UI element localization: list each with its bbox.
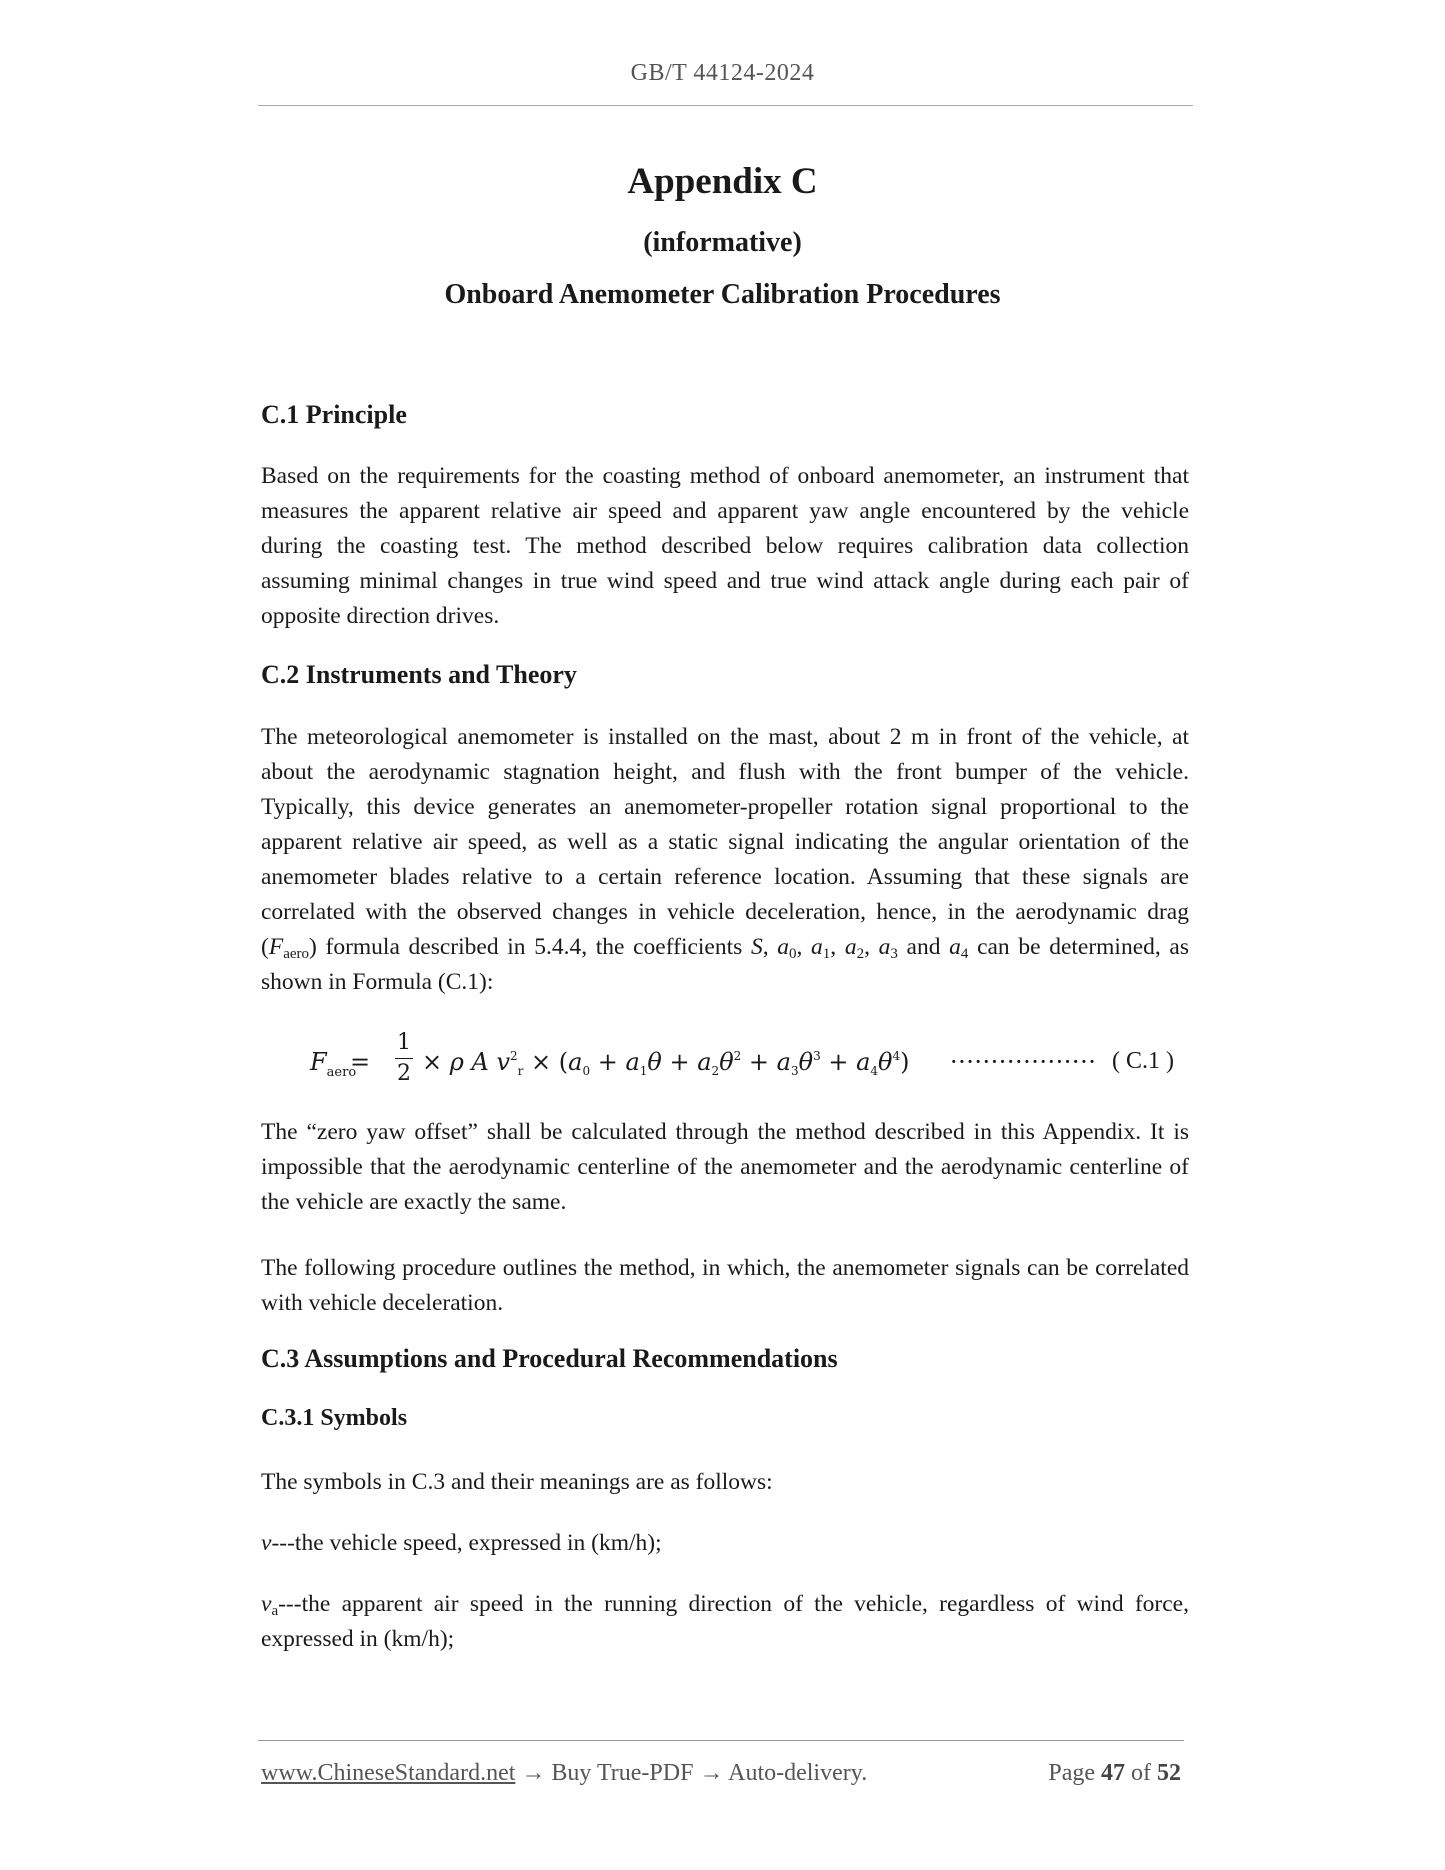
symbol-va: $v_a--$-the apparent air speed in the running direction of the vehicle, regardless of wind force, expressed in (km/h); bbox=[261, 1591, 1189, 1652]
formula-c1 bbox=[310, 1030, 1190, 1100]
section-heading-c1: C.1 Principle bbox=[261, 400, 407, 429]
formula-leader-dots: ·················· bbox=[950, 1048, 1097, 1076]
paragraph-c2-zero-yaw: The “zero yaw offset” shall be calculated through the method described in this Appendix. It is impossible that the aerodynamic centerline of the anemometer and the aerodynamic centerline of the vehicle are exactly the same. bbox=[261, 1119, 1189, 1215]
header-divider bbox=[258, 105, 1193, 106]
footer-tagline: → Buy True-PDF → Auto-delivery. bbox=[515, 1760, 868, 1786]
paragraph-c2-procedure: The following procedure outlines the method, in which, the anemometer signals can be correlated with vehicle deceleration. bbox=[261, 1255, 1189, 1316]
footer-divider bbox=[258, 1740, 1184, 1741]
appendix-type: (informative) bbox=[643, 227, 802, 258]
section-heading-c3: C.3 Assumptions and Procedural Recommendations bbox=[261, 1344, 838, 1373]
formula-number: ( C.1 ) bbox=[1112, 1048, 1174, 1074]
section-heading-c2: C.2 Instruments and Theory bbox=[261, 660, 577, 689]
formula-lhs: $F_{aero}$ bbox=[310, 1048, 357, 1080]
paragraph-c31-intro: The symbols in C.3 and their meanings are as follows: bbox=[261, 1469, 773, 1495]
appendix-name: Onboard Anemometer Calibration Procedures bbox=[444, 279, 1001, 310]
formula-rhs: × ρ A $v^2_r \times (a_0 + a_1\theta + a_2\theta^2 + a_3\theta^3 + a_4\theta^4)$ bbox=[422, 1048, 910, 1078]
running-header: GB/T 44124-2024 bbox=[630, 60, 815, 86]
subsection-heading-c31: C.3.1 Symbols bbox=[261, 1405, 408, 1431]
formula-fraction: 1 2 bbox=[397, 1030, 411, 1086]
appendix-title: Appendix C bbox=[627, 161, 818, 202]
page-footer bbox=[261, 1760, 1181, 1787]
page-number: Page 47 of 52 bbox=[1048, 1760, 1181, 1786]
paragraph-c1: Based on the requirements for the coasting method of onboard anemometer, an instrument that measures the apparent relative air speed and apparent yaw angle encountered by the vehicle during the coasting test. The method described below requires calibration data collection assuming minimal changes in true wind speed and true wind attack angle during each pair of opposite direction drives. bbox=[261, 463, 1189, 629]
symbol-v: v---the vehicle speed, expressed in (km/h); bbox=[261, 1530, 662, 1556]
formula-equals: = bbox=[350, 1048, 371, 1076]
website-link[interactable]: www.ChineseStandard.net bbox=[261, 1760, 516, 1786]
paragraph-c2-intro: The meteorological anemometer is installed on the mast, about 2 m in front of the vehicle, at about the aerodynamic stagnation height, and flush with the front bumper of the vehicle. Typically, this device generates an anemometer-propeller rotation signal proportional to the apparent relative air speed, as well as a static signal indicating the angular orientation of the anemometer blades relative to a certain reference location. Assuming that these signals are correlated with the observed changes in vehicle deceleration, hence, in the aerodynamic drag $(F_{aero})$ formula described in 5.4.4, the coefficients S, $a_0$, $a_1$, $a_2$, $a_3$ and $a_4$ can be determined, as shown in Formula (C.1): bbox=[261, 724, 1190, 995]
